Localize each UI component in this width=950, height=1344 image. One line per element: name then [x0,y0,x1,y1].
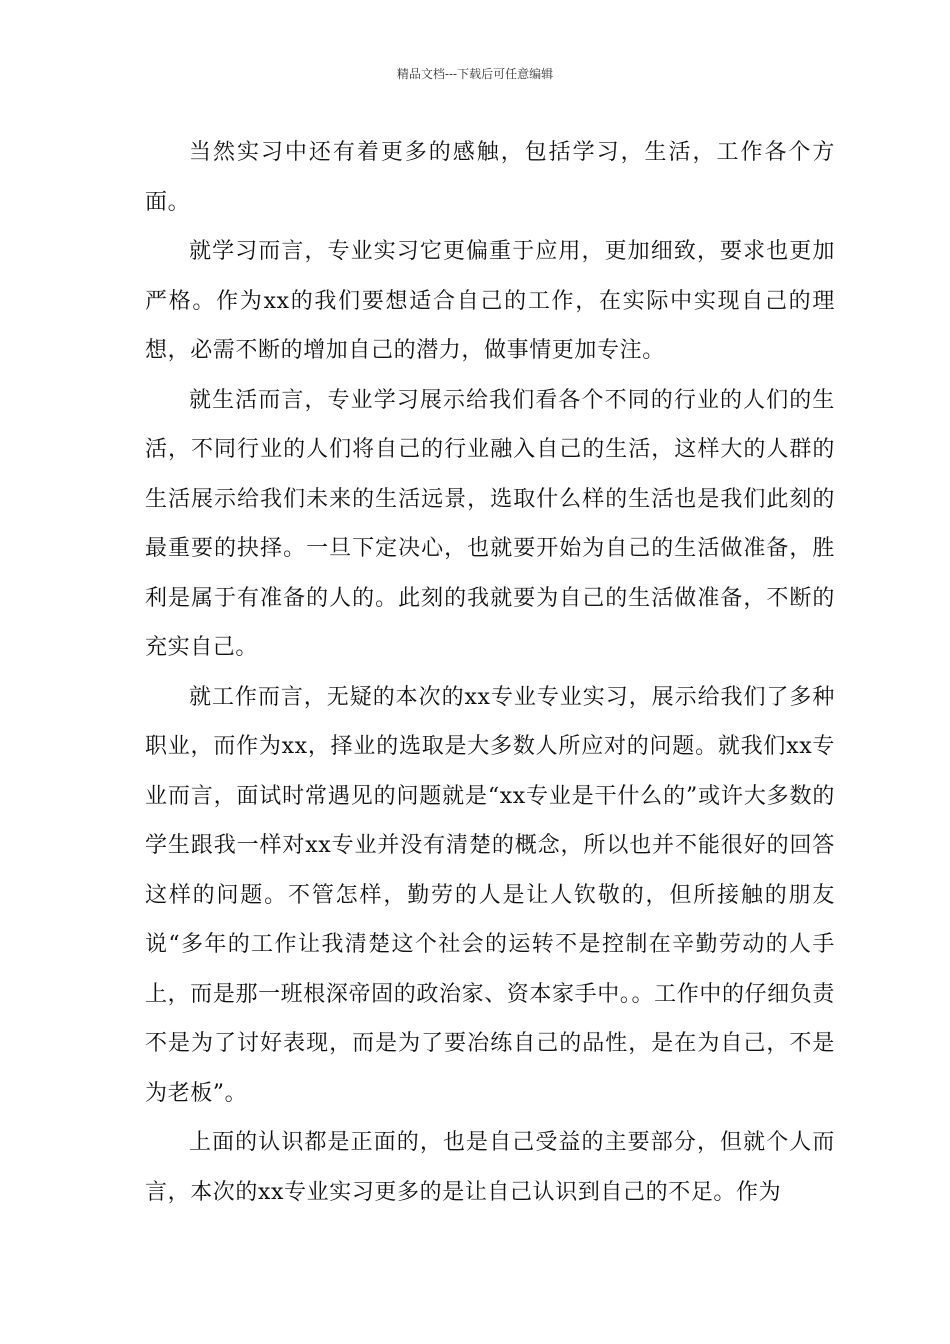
paragraph-4: 就工作而言，无疑的本次的xx专业专业实习，展示给我们了多种职业，而作为xx，择业的选取是大多数人所应对的问题。就我们xx专业而言，面试时常遇见的问题就是“xx专业是干什么的”或许大多数的学生跟我一样对xx专业并没有清楚的概念，所以也并不能很好的回答这样的问题。不管怎样，勤劳的人是让人钦敬的，但所接触的朋友说“多年的工作让我清楚这个社会的运转不是控制在辛勤劳动的人手上，而是那一班根深帝固的政治家、资本家手中。。工作中的仔细负责不是为了讨好表现，而是为了要冶练自己的品性，是在为自己，不是为老板”。 [145,684,835,1106]
paragraph-5: 上面的认识都是正面的，也是自己受益的主要部分，但就个人而言，本次的xx专业实习更多的是让自己认识到自己的不足。作为 [145,1130,835,1205]
document-body [145,128,835,1217]
paragraph-1: 当然实习中还有着更多的感触，包括学习，生活，工作各个方面。 [145,140,835,215]
page-header: 精品文档---下载后可任意编辑 [396,67,554,81]
paragraph-2: 就学习而言，专业实习它更偏重于应用，更加细致，要求也更加严格。作为xx的我们要想适合自己的工作，在实际中实现自己的理想，必需不断的增加自己的潜力，做事情更加专注。 [145,239,835,363]
paragraph-3: 就生活而言，专业学习展示给我们看各个不同的行业的人们的生活，不同行业的人们将自己的行业融入自己的生活，这样大的人群的生活展示给我们未来的生活远景，选取什么样的生活也是我们此刻的最重要的抉择。一旦下定决心，也就要开始为自己的生活做准备，胜利是属于有准备的人的。此刻的我就要为自己的生活做准备，不断的充实自己。 [145,387,835,660]
